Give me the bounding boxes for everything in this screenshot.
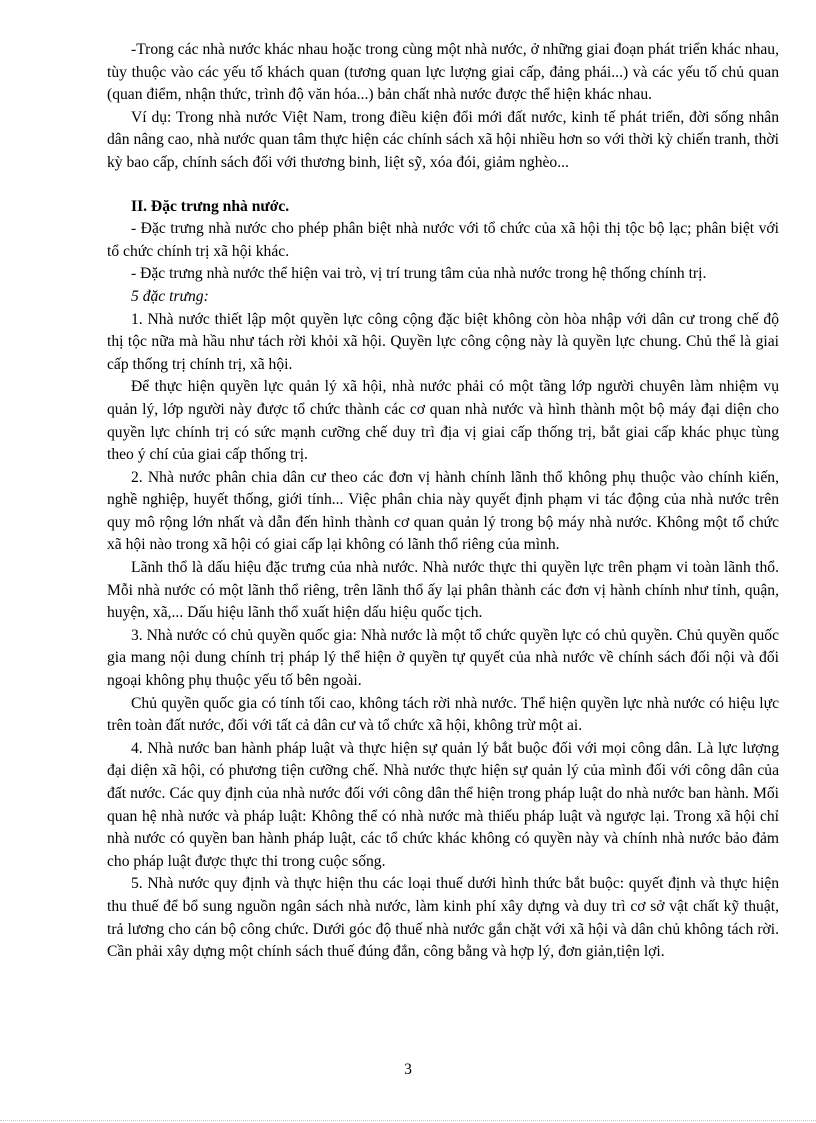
- feature-5-paragraph: 5. Nhà nước quy định và thực hiện thu các loại thuế dưới hình thức bắt buộc: quyết định và thực hiện thu thuế để bổ sung nguồn ngân sách nhà nước, làm kinh phí xây dựng và duy trì cơ sở vật chất kỹ thuật, trả lương cho cán bộ công chức. Dưới góc độ thuế nhà nước gắn chặt với xã hội và dân chủ không tách rời. Cần phải xây dựng một chính sách thuế đúng đắn, công bằng và hợp lý, đơn giản,tiện lợi.: [107, 875, 779, 961]
- page-bottom-divider: [0, 1120, 816, 1121]
- intro-paragraph-1: - Đặc trưng nhà nước cho phép phân biệt nhà nước với tổ chức của xã hội thị tộc bộ lạc; phân biệt với tổ chức chính trị xã hội khác.: [107, 220, 779, 260]
- feature-3-detail-paragraph: Chủ quyền quốc gia có tính tối cao, không tách rời nhà nước. Thể hiện quyền lực nhà nước có hiệu lực trên toàn đất nước, đối với tất cả dân cư và tổ chức xã hội, không trừ một ai.: [107, 694, 779, 735]
- intro-paragraph-2: - Đặc trưng nhà nước thể hiện vai trò, vị trí trung tâm của nhà nước trong hệ thống chính trị.: [131, 265, 707, 283]
- paragraph-vietnam-example: Ví dụ: Trong nhà nước Việt Nam, trong điều kiện đổi mới đất nước, kinh tế phát triển, đời sống nhân dân nâng cao, nhà nước quan tâm thực hiện các chính sách xã hội nhiều hơn so với thời kỳ chiến tranh, thời kỳ bao cấp, chính sách đối với thương binh, liệt sỹ, xóa đói, giảm nghèo...: [107, 108, 779, 171]
- feature-2-paragraph: 2. Nhà nước phân chia dân cư theo các đơn vị hành chính lãnh thổ không phụ thuộc vào chính kiến, nghề nghiệp, huyết thống, giới tính... Việc phân chia này quyết định phạm vi tác động của nhà nước trên quy mô rộng lớn nhất và dẫn đến hình thành cơ quan quản lý trong bộ máy nhà nước. Không một tổ chức xã hội nào trong xã hội có giai cấp lại không có lãnh thổ riêng của mình.: [107, 468, 779, 554]
- features-subheading: 5 đặc trưng:: [131, 287, 209, 305]
- section-spacer: [107, 175, 779, 196]
- feature-1-paragraph: 1. Nhà nước thiết lập một quyền lực công cộng đặc biệt không còn hòa nhập với dân cư trong chế độ thị tộc nữa mà hầu như tách rời khỏi xã hội. Quyền lực công cộng này là quyền lực chung. Chủ thể là giai cấp thống trị chính trị, xã hội.: [107, 310, 779, 373]
- document-body: [107, 39, 779, 964]
- feature-1-detail-paragraph: Để thực hiện quyền lực quản lý xã hội, nhà nước phải có một tầng lớp người chuyên làm nhiệm vụ quản lý, lớp người này được tổ chức thành các cơ quan nhà nước và hình thành một bộ máy đại diện cho quyền lực chính trị có sức mạnh cưỡng chế duy trì địa vị giai cấp thống trị, bắt giai cấp khác phục tùng theo ý chí của giai cấp thống trị.: [107, 378, 779, 464]
- section-heading: II. Đặc trưng nhà nước.: [131, 197, 290, 215]
- feature-3-paragraph: 3. Nhà nước có chủ quyền quốc gia: Nhà nước là một tổ chức quyền lực có chủ quyền. Chủ quyền quốc gia mang nội dung chính trị pháp lý thể hiện ở quyền tự quyết của nhà nước về chính sách đối nội và đối ngoại không phụ thuộc yếu tố bên ngoài.: [107, 626, 779, 690]
- feature-2-detail-paragraph: Lãnh thổ là dấu hiệu đặc trưng của nhà nước. Nhà nước thực thi quyền lực trên phạm vi toàn lãnh thổ. Mỗi nhà nước có một lãnh thổ riêng, trên lãnh thổ ấy lại phân thành các đơn vị hành chính như tỉnh, quận, huyện, xã,... Dấu hiệu lãnh thổ xuất hiện dấu hiệu quốc tịch.: [107, 559, 779, 622]
- feature-4-paragraph: 4. Nhà nước ban hành pháp luật và thực hiện sự quản lý bắt buộc đối với mọi công dân. Là lực lượng đại diện xã hội, có phương tiện cưỡng chế. Nhà nước thực hiện sự quản lý của mình đối với công dân của đất nước. Các quy định của nhà nước đối với công dân thể hiện trong pháp luật do nhà nước ban hành. Mối quan hệ nhà nước và pháp luật: Không thể có nhà nước mà thiếu pháp luật và ngược lại. Trong xã hội chỉ nhà nước có quyền ban hành pháp luật, các tổ chức khác không có quyền này và chính nhà nước bảo đảm cho pháp luật được thực thi trong cuộc sống.: [107, 739, 779, 870]
- paragraph-state-essence-variation: -Trong các nhà nước khác nhau hoặc trong cùng một nhà nước, ở những giai đoạn phát triển khác nhau, tùy thuộc vào các yếu tố khách quan (tương quan lực lượng giai cấp, đảng phái...) và các yếu tố chủ quan (quan điểm, nhận thức, trình độ văn hóa...) bản chất nhà nước được thể hiện khác nhau.: [107, 41, 779, 104]
- page-number: 3: [404, 1061, 412, 1078]
